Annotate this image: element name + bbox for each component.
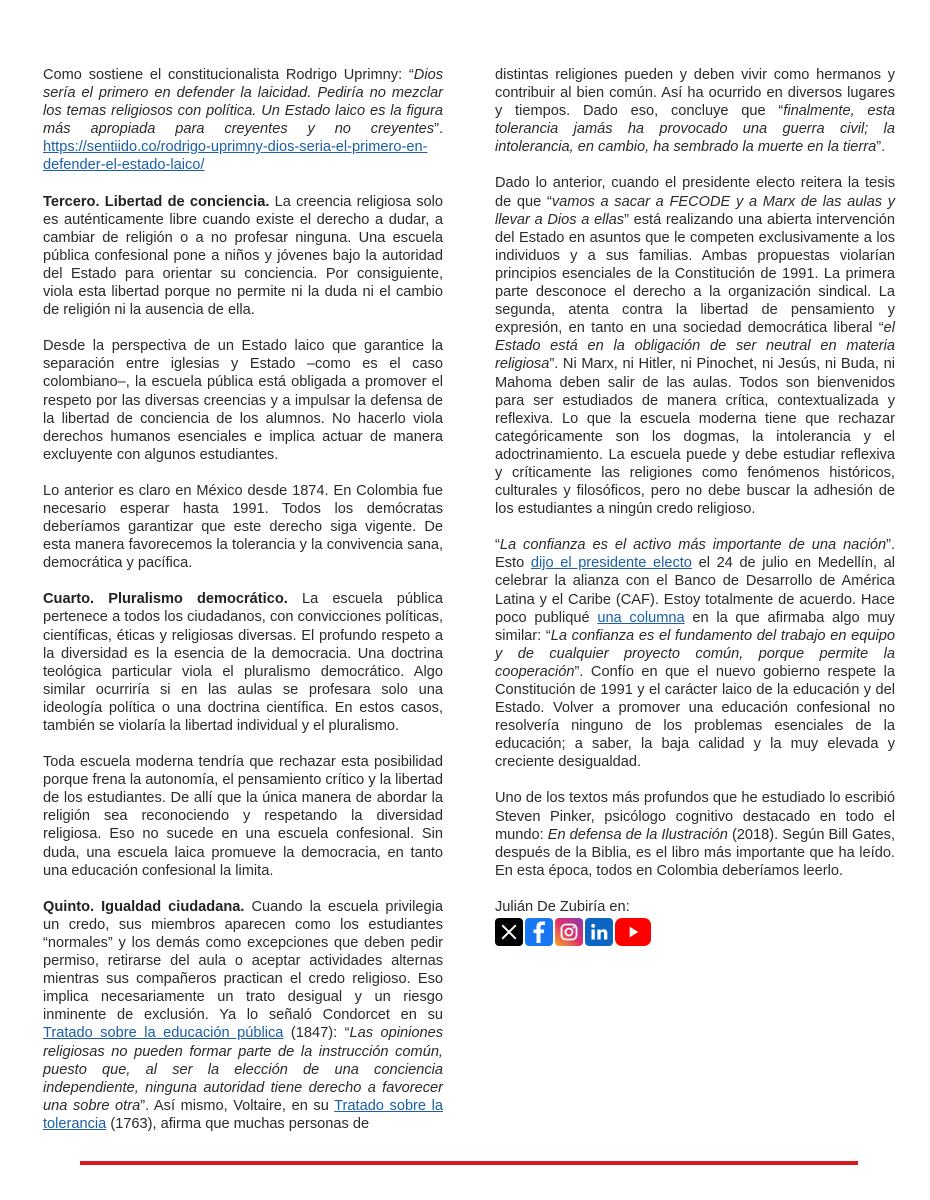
link-voltaire-tratado[interactable]: Tratado sobre la tolerancia (43, 1097, 443, 1132)
paragraph-tercero: Tercero. Libertad de conciencia. La creencia religiosa solo es auténticamente libre cuando existe el derecho a dudar, a cambiar de religión o a no profesar ninguna. Una escuela pública confesional pone a niños y jóvenes bajo la autoridad del Estado para orientar su conciencia. Por consiguiente, viola esta libertad porque no permite ni la duda ni el cambio de religión ni la ausencia de ella. (43, 193, 443, 319)
quote: finalmente, esta tolerancia jamás ha provocado una guerra civil; la intolerancia, en cambio, ha sembrado la muerte en la tierra (495, 103, 895, 156)
paragraph-mexico: Lo anterior es claro en México desde 1874. En Colombia fue necesario esperar hasta 1991. Todos los demócratas deberíamos garantizar que este derecho siga vigente. De esta manera favorecemos la tolerancia y la convivencia sana, democrática y pacífica. (43, 482, 443, 572)
paragraph-pinker: Uno de los textos más profundos que he estudiado lo escribió Steven Pinker, psicólogo cognitivo destacado en todo el mundo: En defensa de la Ilustración (2018). Según Bill Gates, después de la Biblia, es el libro más importante que ha leído. En esta época, todos en Colombia deberíamos leerlo. (495, 790, 896, 879)
bottom-divider (80, 1161, 858, 1165)
quote: vamos a sacar a FECODE y a Marx de las aulas y llevar a Dios a ellas (495, 193, 896, 228)
link-condorcet-tratado[interactable]: Tratado sobre la educación pública (43, 1025, 284, 1042)
linkedin-icon[interactable] (585, 918, 613, 946)
right-column (495, 66, 895, 946)
paragraph-presidente-electo: Dado lo anterior, cuando el presidente electo reitera la tesis de que “vamos a sacar a FECODE y a Marx de las aulas y llevar a Dios a ellas” está realizando una abierta intervención del Estado en asuntos que le competen exclusivamente a los individuos y a sus familias. Ambas propuestas violarían principios esenciales de la Constitución de 1991. La primera parte desconoce el derecho a la organización sindical. La segunda, atenta contra la libertad de pensamiento y expresión, en tanto en una sociedad democrática liberal “el Estado está en la obligación de ser neutral en materia religiosa”. Ni Marx, ni Hitler, ni Pinochet, ni Jesús, ni Buda, ni Mahoma deben salir de las aulas. Todos son bienvenidos para ser estudiados de manera crítica, contextualizada y reflexiva. Lo que la escuela moderna tiene que rechazar categóricamente son los dogmas, la intolerancia y el adoctrinamiento. La escuela puede y debe estudiar reflexiva y críticamente las religiones como fenómenos históricos, culturales y filosóficos, pero no debe buscar la adhesión de los estudiantes a ningún credo religioso. (495, 175, 896, 518)
left-column (43, 66, 443, 1133)
x-icon[interactable] (495, 918, 523, 946)
paragraph-confianza: “La confianza es el activo más importante de una nación”. Esto dijo el presidente electo el 24 de julio en Medellín, al celebrar la alianza con el Banco de Desarrollo de América Latina y el Caribe (CAF). Estoy totalmente de acuerdo. Hace poco publiqué una columna en la que afirmaba algo muy similar: “La confianza es el fundamento del trabajo en equipo y de cualquier proyecto común, porque permite la cooperación”. Confío en que el nuevo gobierno respete la Constitución de 1991 y el carácter laico de la educación y del Estado. Volver a promover una educación confesional no resolvería ninguno de los problemas esenciales de la educación; a saber, la baja calidad y la muy elevada y creciente desigualdad. (495, 537, 895, 771)
youtube-icon[interactable] (615, 918, 651, 946)
book-title: En defensa de la Ilustración (547, 826, 728, 843)
paragraph-estado-laico: Desde la perspectiva de un Estado laico que garantice la separación entre iglesias y Estado –como es el caso colombiano–, la escuela pública está obligada a promover el respeto por las diversas creencias y a impulsar la defensa de la libertad de conciencia de los alumnos. No hacerlo viola derechos humanos esenciales e implica actuar de manera excluyente con algunos estudiantes. (43, 338, 443, 463)
paragraph-uprimny: Como sostiene el constitucionalista Rodrigo Uprimny: “Dios sería el primero en defender la laicidad. Pediría no mezclar los temas religiosos con política. Un Estado laico es la figura más apropiada para creyentes y no creyentes”. https://sentiido.co/rodrigo-uprimny-dios-seria-el-primero-en-defender-el-estado-laico/ (43, 67, 443, 174)
section-heading: Cuarto. Pluralismo democrático. (43, 591, 288, 608)
quote: Las opiniones religiosas no pueden formar parte de la instrucción común, puesto que, al ser la elección de una conciencia independiente, ninguna autoridad tiene derecho a favorecer una sobre otra (43, 1025, 443, 1114)
section-heading: Tercero. Libertad de conciencia. (43, 193, 270, 210)
quote: Dios sería el primero en defender la laicidad. Pediría no mezclar los temas religiosos con política. Un Estado laico es la figura más apropiada para creyentes y no creyentes (43, 67, 443, 138)
link-dijo-presidente[interactable]: dijo el presidente electo (530, 555, 692, 572)
quote: La confianza es el activo más importante de una nación (499, 537, 887, 554)
paragraph-escuela-moderna: Toda escuela moderna tendría que rechazar esta posibilidad porque frena la autonomía, el pensamiento crítico y la libertad de los estudiantes. De allí que la única manera de abordar la religión sea reconociendo y respetando la diversidad religiosa. Eso no sucede en una escuela confesional. Sin duda, una escuela laica promueve la democracia, en tanto una educación confesional la limita. (43, 754, 443, 879)
paragraph-cuarto: Cuarto. Pluralismo democrático. La escuela pública pertenece a todos los ciudadanos, con convicciones políticas, científicas, éticas y religiosas diversas. El profundo respeto a la diversidad es la esencia de la democracia. Una doctrina teológica particular viola el pluralismo democrático. Algo similar ocurriría si en las aulas se profesara solo una ideología política o una doctrina científica. En estos casos, también se violaría la libertad individual y el pluralismo. (43, 591, 444, 734)
link-una-columna[interactable]: una columna (597, 609, 685, 626)
instagram-icon[interactable] (555, 918, 583, 946)
quote: La confianza es el fundamento del trabajo en equipo y de cualquier proyecto común, porque permite la cooperación (495, 627, 895, 680)
section-heading: Quinto. Igualdad ciudadana. (43, 898, 245, 915)
social-links (495, 918, 895, 946)
paragraph-quinto: Quinto. Igualdad ciudadana. Cuando la escuela privilegia un credo, sus miembros aparecen como los estudiantes “normales” y los demás como excepciones que deben pedir permiso, retirarse del aula o aceptar actividades alternas mientras sus compañeros practican el credo religioso. Eso implica necesariamente un trato desigual y un riesgo inminente de exclusión. Ya lo señaló Condorcet en su Tratado sobre la educación pública (1847): “Las opiniones religiosas no pueden formar parte de la instrucción común, puesto que, al ser la elección de una conciencia independiente, ninguna autoridad tiene derecho a favorecer una sobre otra”. Así mismo, Voltaire, en su Tratado sobre la tolerancia (1763), afirma que muchas personas de (43, 898, 443, 1132)
facebook-icon[interactable] (525, 918, 553, 946)
link-sentiido[interactable]: https://sentiido.co/rodrigo-uprimny-dios-seria-el-primero-en-defender-el-estado-laico/ (43, 139, 428, 174)
paragraph-religiones: distintas religiones pueden y deben vivir como hermanos y contribuir al bien común. Así ha ocurrido en diversos lugares y tiempos. Dado eso, concluye que “finalmente, esta tolerancia jamás ha provocado una guerra civil; la intolerancia, en cambio, ha sembrado la muerte en la tierra”. (495, 67, 895, 156)
quote: el Estado está en la obligación de ser neutral en materia religiosa (495, 320, 895, 373)
author-signature: Julián De Zubiría en: (495, 898, 630, 915)
